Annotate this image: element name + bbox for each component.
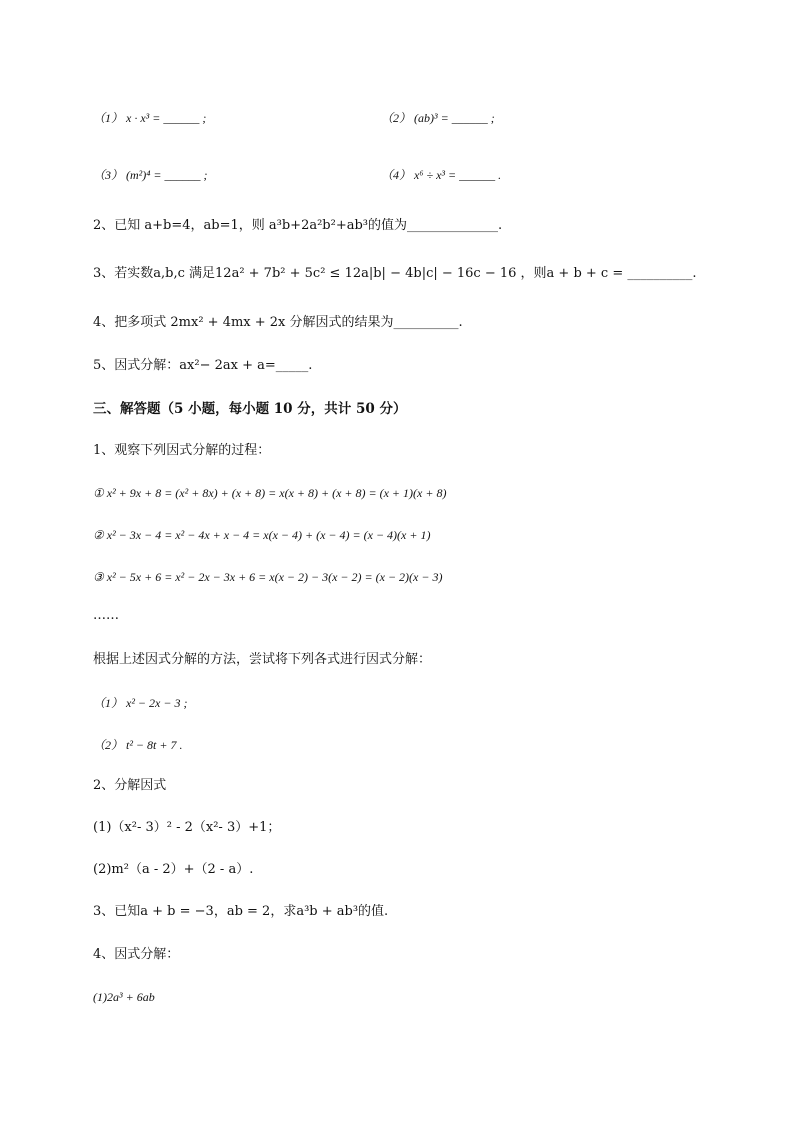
question-1-row-2 — [93, 166, 502, 185]
problem-2-title: 2、分解因式 — [93, 778, 167, 793]
problem-1-example-1: ① x² + 9x + 8 = (x² + 8x) + (x + 8) = x(x + 8) + (x + 8) = (x + 1)(x + 8) — [93, 486, 447, 500]
question-1-part-4: （4） x⁶ ÷ x³ = ______ . — [381, 168, 502, 182]
problem-3: 3、已知a + b = −3，ab = 2，求a³b + ab³的值. — [93, 904, 389, 919]
problem-2-sub-2: (2)m²（a - 2）+（2 - a）. — [93, 862, 254, 877]
question-4: 4、把多项式 2mx² + 4mx + 2x 分解因式的结果为__________. — [93, 315, 463, 330]
problem-1-sub-2: （2） t² − 8t + 7 . — [93, 738, 183, 752]
problem-4-title: 4、因式分解： — [93, 947, 180, 962]
problem-1-sub-1: （1） x² − 2x − 3 ; — [93, 696, 188, 710]
question-5: 5、因式分解：ax²− 2ax + a=_____. — [93, 358, 313, 373]
problem-1-example-3: ③ x² − 5x + 6 = x² − 2x − 3x + 6 = x(x − 2) − 3(x − 2) = (x − 2)(x − 3) — [93, 570, 443, 584]
question-1-part-3: （3） (m²)⁴ = ______ ; — [93, 168, 208, 182]
problem-1-title: 1、观察下列因式分解的过程： — [93, 443, 271, 458]
problem-1-ellipsis: …… — [93, 608, 119, 623]
question-1-part-2: （2） (ab)³ = ______ ; — [381, 111, 495, 125]
problem-1-instruction: 根据上述因式分解的方法，尝试将下列各式进行因式分解： — [93, 652, 432, 667]
problem-1-example-2: ② x² − 3x − 4 = x² − 4x + x − 4 = x(x − 4) + (x − 4) = (x − 4)(x + 1) — [93, 528, 431, 542]
problem-4-sub-1: (1)2a³ + 6ab — [93, 990, 155, 1004]
question-2: 2、已知 a+b=4，ab=1，则 a³b+2a²b²+ab³的值为______________. — [93, 218, 503, 233]
question-1-part-1: （1） x · x³ = ______ ; — [93, 111, 207, 125]
question-3: 3、若实数a,b,c 满足12a² + 7b² + 5c² ≤ 12a|b| − 4b|c| − 16c − 16 ，则a + b + c = __________. — [93, 266, 697, 281]
question-1-row-1 — [93, 109, 495, 128]
problem-2-sub-1: (1)（x²- 3）² - 2（x²- 3）+1； — [93, 820, 281, 835]
section-heading: 三、解答题（5 小题，每小题 10 分，共计 50 分） — [93, 401, 407, 417]
